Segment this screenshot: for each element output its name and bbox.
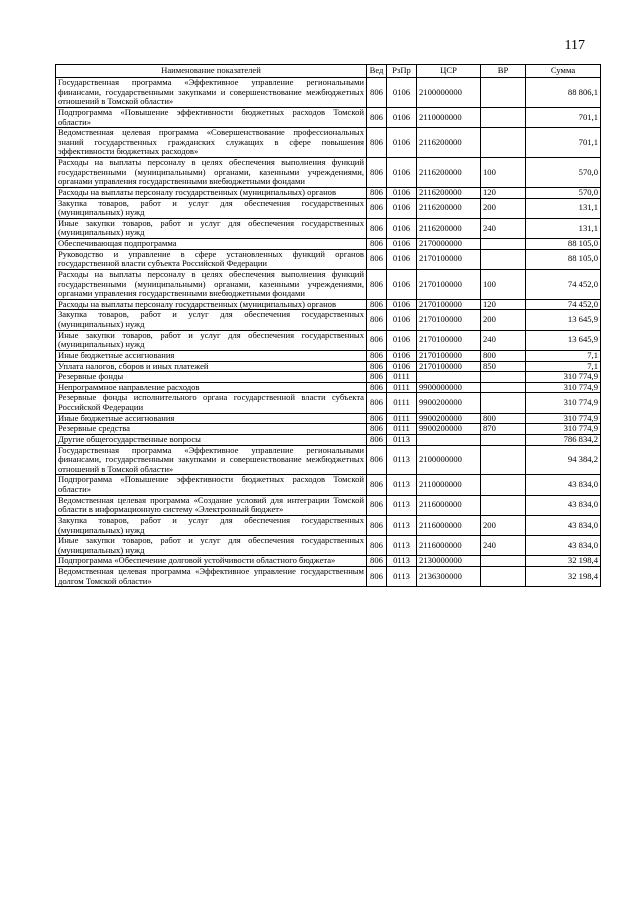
row-sum-cell: 570,0	[526, 187, 601, 198]
row-ved-cell: 806	[367, 299, 387, 310]
row-csr-cell: 2116000000	[417, 536, 481, 556]
row-rzpr-cell: 0113	[387, 445, 417, 475]
row-rzpr-cell: 0113	[387, 495, 417, 515]
row-sum-cell: 74 452,0	[526, 269, 601, 299]
row-sum-cell: 131,1	[526, 218, 601, 238]
row-name-cell: Расходы на выплаты персоналу государственных (муниципальных) органов	[56, 187, 367, 198]
row-csr-cell: 2170000000	[417, 239, 481, 250]
row-rzpr-cell: 0111	[387, 413, 417, 424]
table-row	[56, 424, 601, 435]
row-name-cell: Руководство и управление в сфере установленных функций органов государственной власти субъекта Российской Федерации	[56, 249, 367, 269]
row-vr-cell: 850	[481, 361, 526, 372]
table-row	[56, 330, 601, 350]
row-sum-cell: 310 774,9	[526, 382, 601, 393]
table-row	[56, 515, 601, 535]
row-name-cell: Ведомственная целевая программа «Эффективное управление государственным долгом Томской области»	[56, 567, 367, 587]
row-csr-cell: 2116200000	[417, 218, 481, 238]
row-csr-cell: 2100000000	[417, 78, 481, 108]
row-sum-cell: 310 774,9	[526, 372, 601, 383]
row-sum-cell: 43 834,0	[526, 495, 601, 515]
row-ved-cell: 806	[367, 198, 387, 218]
row-ved-cell: 806	[367, 158, 387, 188]
row-sum-cell: 701,1	[526, 107, 601, 127]
row-csr-cell: 9900200000	[417, 413, 481, 424]
row-csr-cell: 2170100000	[417, 350, 481, 361]
table-row	[56, 495, 601, 515]
row-vr-cell: 200	[481, 310, 526, 330]
row-ved-cell: 806	[367, 350, 387, 361]
row-name-cell: Иные закупки товаров, работ и услуг для обеспечения государственных (муниципальных) нужд	[56, 536, 367, 556]
table-row	[56, 310, 601, 330]
row-name-cell: Подпрограмма «Обеспечение долговой устойчивости областного бюджета»	[56, 556, 367, 567]
row-sum-cell: 310 774,9	[526, 413, 601, 424]
table-row	[56, 239, 601, 250]
table-row	[56, 350, 601, 361]
row-vr-cell	[481, 128, 526, 158]
table-header-row	[56, 65, 601, 78]
row-name-cell: Резервные фонды	[56, 372, 367, 383]
row-sum-cell: 570,0	[526, 158, 601, 188]
row-vr-cell: 100	[481, 158, 526, 188]
row-csr-cell: 2116000000	[417, 495, 481, 515]
row-rzpr-cell: 0106	[387, 158, 417, 188]
table-row	[56, 536, 601, 556]
row-ved-cell: 806	[367, 382, 387, 393]
row-ved-cell: 806	[367, 218, 387, 238]
row-csr-cell: 2110000000	[417, 107, 481, 127]
header-name: Наименование показателей	[56, 65, 367, 78]
row-vr-cell: 870	[481, 424, 526, 435]
row-name-cell: Расходы на выплаты персоналу в целях обеспечения выполнения функций государственными (муниципальными) органами, казенными учреждениями, органами управления государственными внебюджетными фондами	[56, 158, 367, 188]
row-ved-cell: 806	[367, 393, 387, 413]
table-row	[56, 198, 601, 218]
row-name-cell: Другие общегосударственные вопросы	[56, 434, 367, 445]
row-sum-cell: 32 198,4	[526, 567, 601, 587]
row-csr-cell: 2116200000	[417, 198, 481, 218]
row-vr-cell	[481, 567, 526, 587]
row-name-cell: Расходы на выплаты персоналу государственных (муниципальных) органов	[56, 299, 367, 310]
table-row	[56, 218, 601, 238]
row-rzpr-cell: 0113	[387, 434, 417, 445]
row-vr-cell	[481, 249, 526, 269]
row-rzpr-cell: 0113	[387, 475, 417, 495]
row-ved-cell: 806	[367, 107, 387, 127]
row-sum-cell: 43 834,0	[526, 515, 601, 535]
row-csr-cell: 2170100000	[417, 310, 481, 330]
row-ved-cell: 806	[367, 78, 387, 108]
row-rzpr-cell: 0106	[387, 310, 417, 330]
table-row	[56, 249, 601, 269]
row-rzpr-cell: 0106	[387, 218, 417, 238]
row-name-cell: Подпрограмма «Повышение эффективности бюджетных расходов Томской области»	[56, 475, 367, 495]
row-ved-cell: 806	[367, 495, 387, 515]
row-name-cell: Иные бюджетные ассигнования	[56, 350, 367, 361]
header-csr: ЦСР	[417, 65, 481, 78]
row-csr-cell: 9900200000	[417, 424, 481, 435]
row-vr-cell	[481, 556, 526, 567]
row-rzpr-cell: 0106	[387, 330, 417, 350]
row-sum-cell: 13 645,9	[526, 310, 601, 330]
row-sum-cell: 310 774,9	[526, 424, 601, 435]
row-csr-cell	[417, 372, 481, 383]
row-vr-cell	[481, 495, 526, 515]
table-row	[56, 187, 601, 198]
row-name-cell: Иные закупки товаров, работ и услуг для обеспечения государственных (муниципальных) нужд	[56, 330, 367, 350]
table-row	[56, 567, 601, 587]
row-ved-cell: 806	[367, 515, 387, 535]
row-sum-cell: 43 834,0	[526, 475, 601, 495]
table-row	[56, 107, 601, 127]
row-name-cell: Непрограммное направление расходов	[56, 382, 367, 393]
row-sum-cell: 786 834,2	[526, 434, 601, 445]
row-ved-cell: 806	[367, 128, 387, 158]
row-rzpr-cell: 0106	[387, 361, 417, 372]
row-csr-cell: 2130000000	[417, 556, 481, 567]
row-name-cell: Резервные средства	[56, 424, 367, 435]
row-rzpr-cell: 0106	[387, 239, 417, 250]
row-name-cell: Ведомственная целевая программа «Совершенствование профессиональных знаний государственных гражданских служащих в сфере повышения эффективности бюджетных расходов»	[56, 128, 367, 158]
table-row	[56, 128, 601, 158]
header-rzpr: РзПр	[387, 65, 417, 78]
table-row	[56, 393, 601, 413]
row-ved-cell: 806	[367, 424, 387, 435]
row-name-cell: Подпрограмма «Повышение эффективности бюджетных расходов Томской области»	[56, 107, 367, 127]
table-row	[56, 382, 601, 393]
row-csr-cell: 2116200000	[417, 128, 481, 158]
header-ved: Вед	[367, 65, 387, 78]
row-vr-cell	[481, 393, 526, 413]
row-rzpr-cell: 0106	[387, 107, 417, 127]
row-ved-cell: 806	[367, 567, 387, 587]
row-rzpr-cell: 0111	[387, 372, 417, 383]
row-rzpr-cell: 0106	[387, 78, 417, 108]
row-vr-cell	[481, 434, 526, 445]
row-vr-cell: 200	[481, 198, 526, 218]
row-rzpr-cell: 0113	[387, 567, 417, 587]
table-row	[56, 556, 601, 567]
row-sum-cell: 88 105,0	[526, 249, 601, 269]
row-sum-cell: 310 774,9	[526, 393, 601, 413]
row-name-cell: Резервные фонды исполнительного органа государственной власти субъекта Российской Федерации	[56, 393, 367, 413]
table-row	[56, 445, 601, 475]
row-rzpr-cell: 0113	[387, 536, 417, 556]
row-name-cell: Закупка товаров, работ и услуг для обеспечения государственных (муниципальных) нужд	[56, 515, 367, 535]
row-ved-cell: 806	[367, 434, 387, 445]
row-vr-cell: 120	[481, 187, 526, 198]
row-ved-cell: 806	[367, 372, 387, 383]
row-ved-cell: 806	[367, 413, 387, 424]
row-name-cell: Закупка товаров, работ и услуг для обеспечения государственных (муниципальных) нужд	[56, 198, 367, 218]
table-row	[56, 475, 601, 495]
row-vr-cell: 240	[481, 536, 526, 556]
row-csr-cell: 9900200000	[417, 393, 481, 413]
row-rzpr-cell: 0113	[387, 556, 417, 567]
row-vr-cell	[481, 78, 526, 108]
row-ved-cell: 806	[367, 556, 387, 567]
table-row	[56, 434, 601, 445]
row-vr-cell: 120	[481, 299, 526, 310]
row-ved-cell: 806	[367, 269, 387, 299]
row-ved-cell: 806	[367, 475, 387, 495]
row-name-cell: Государственная программа «Эффективное управление региональными финансами, государственными закупками и совершенствование межбюджетных отношений в Томской области»	[56, 445, 367, 475]
row-vr-cell	[481, 382, 526, 393]
row-csr-cell: 2116200000	[417, 187, 481, 198]
row-rzpr-cell: 0106	[387, 350, 417, 361]
row-rzpr-cell: 0111	[387, 393, 417, 413]
row-rzpr-cell: 0106	[387, 128, 417, 158]
row-name-cell: Государственная программа «Эффективное управление региональными финансами, государственными закупками и совершенствование межбюджетных отношений в Томской области»	[56, 78, 367, 108]
row-csr-cell: 2136300000	[417, 567, 481, 587]
row-sum-cell: 32 198,4	[526, 556, 601, 567]
table-row	[56, 299, 601, 310]
row-csr-cell: 2170100000	[417, 299, 481, 310]
row-vr-cell	[481, 239, 526, 250]
table-row	[56, 158, 601, 188]
row-vr-cell: 200	[481, 515, 526, 535]
budget-table	[55, 64, 601, 587]
row-vr-cell: 240	[481, 218, 526, 238]
row-csr-cell	[417, 434, 481, 445]
header-vr: ВР	[481, 65, 526, 78]
row-sum-cell: 131,1	[526, 198, 601, 218]
row-ved-cell: 806	[367, 310, 387, 330]
table-row	[56, 413, 601, 424]
row-vr-cell: 240	[481, 330, 526, 350]
row-csr-cell: 2116000000	[417, 515, 481, 535]
row-vr-cell: 800	[481, 350, 526, 361]
row-sum-cell: 88 806,1	[526, 78, 601, 108]
row-rzpr-cell: 0106	[387, 299, 417, 310]
row-csr-cell: 2170100000	[417, 330, 481, 350]
row-ved-cell: 806	[367, 239, 387, 250]
header-sum: Сумма	[526, 65, 601, 78]
row-ved-cell: 806	[367, 361, 387, 372]
row-name-cell: Обеспечивающая подпрограмма	[56, 239, 367, 250]
row-sum-cell: 88 105,0	[526, 239, 601, 250]
row-rzpr-cell: 0106	[387, 249, 417, 269]
row-rzpr-cell: 0106	[387, 187, 417, 198]
row-name-cell: Ведомственная целевая программа «Создание условий для интеграции Томской области в информационную систему «Электронный бюджет»	[56, 495, 367, 515]
row-vr-cell	[481, 445, 526, 475]
row-csr-cell: 9900000000	[417, 382, 481, 393]
table-row	[56, 269, 601, 299]
row-name-cell: Иные бюджетные ассигнования	[56, 413, 367, 424]
table-row	[56, 78, 601, 108]
row-csr-cell: 2100000000	[417, 445, 481, 475]
row-ved-cell: 806	[367, 187, 387, 198]
row-rzpr-cell: 0111	[387, 382, 417, 393]
row-sum-cell: 701,1	[526, 128, 601, 158]
row-name-cell: Расходы на выплаты персоналу в целях обеспечения выполнения функций государственными (муниципальными) органами, казенными учреждениями, органами управления государственными внебюджетными фондами	[56, 269, 367, 299]
row-ved-cell: 806	[367, 249, 387, 269]
row-rzpr-cell: 0106	[387, 198, 417, 218]
row-vr-cell: 800	[481, 413, 526, 424]
row-name-cell: Уплата налогов, сборов и иных платежей	[56, 361, 367, 372]
row-csr-cell: 2170100000	[417, 249, 481, 269]
row-sum-cell: 43 834,0	[526, 536, 601, 556]
row-sum-cell: 94 384,2	[526, 445, 601, 475]
row-rzpr-cell: 0113	[387, 515, 417, 535]
row-ved-cell: 806	[367, 445, 387, 475]
row-sum-cell: 7,1	[526, 350, 601, 361]
row-csr-cell: 2116200000	[417, 158, 481, 188]
row-sum-cell: 74 452,0	[526, 299, 601, 310]
row-rzpr-cell: 0106	[387, 269, 417, 299]
table-row	[56, 361, 601, 372]
row-rzpr-cell: 0111	[387, 424, 417, 435]
row-sum-cell: 13 645,9	[526, 330, 601, 350]
row-vr-cell: 100	[481, 269, 526, 299]
row-vr-cell	[481, 107, 526, 127]
row-csr-cell: 2110000000	[417, 475, 481, 495]
row-ved-cell: 806	[367, 536, 387, 556]
row-vr-cell	[481, 475, 526, 495]
row-vr-cell	[481, 372, 526, 383]
row-csr-cell: 2170100000	[417, 361, 481, 372]
row-csr-cell: 2170100000	[417, 269, 481, 299]
table-row	[56, 372, 601, 383]
row-name-cell: Иные закупки товаров, работ и услуг для обеспечения государственных (муниципальных) нужд	[56, 218, 367, 238]
row-name-cell: Закупка товаров, работ и услуг для обеспечения государственных (муниципальных) нужд	[56, 310, 367, 330]
row-sum-cell: 7,1	[526, 361, 601, 372]
row-ved-cell: 806	[367, 330, 387, 350]
page-number: 117	[564, 38, 585, 53]
